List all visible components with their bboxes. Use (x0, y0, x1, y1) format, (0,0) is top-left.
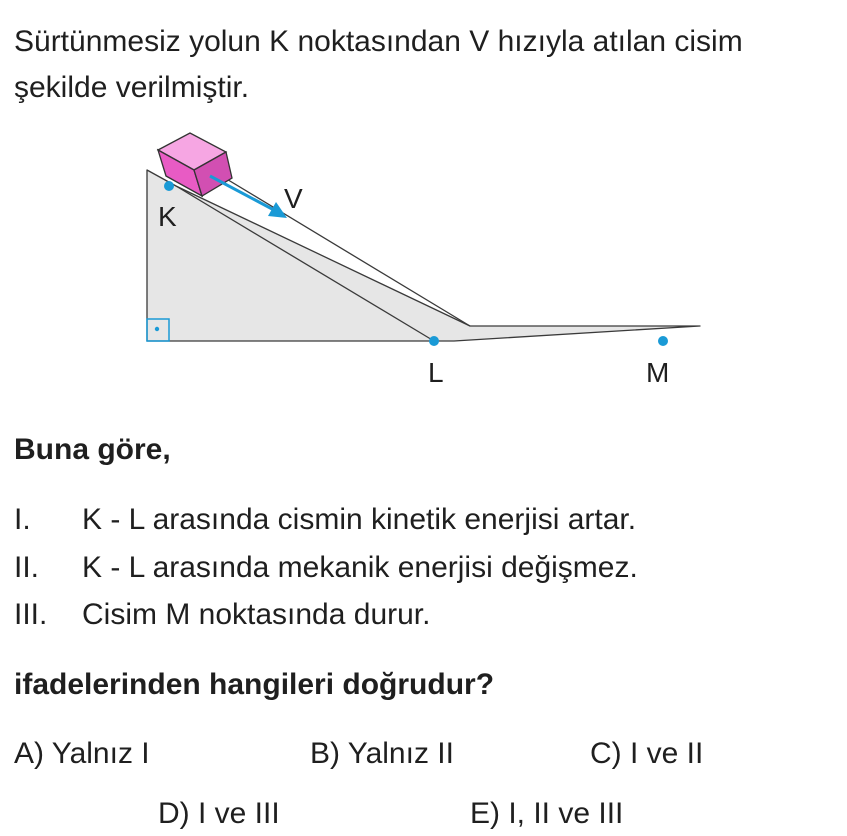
intro-line-2: şekilde verilmiştir. (14, 71, 250, 104)
right-angle-dot (155, 327, 159, 331)
statement-1-number: I. (14, 503, 31, 536)
option-b[interactable]: B) Yalnız II (310, 737, 454, 770)
statement-1-text: K - L arasında cismin kinetik enerjisi artar. (82, 503, 637, 536)
statement-1 (14, 503, 636, 537)
velocity-arrow-shaft (210, 176, 274, 210)
statement-2-text: K - L arasında mekanik enerjisi değişmez. (82, 551, 638, 584)
label-v: V (284, 183, 303, 214)
option-d[interactable]: D) I ve III (158, 797, 280, 830)
point-k (164, 181, 174, 191)
question-text: ifadelerinden hangileri doğrudur? (14, 668, 495, 701)
statement-3 (14, 598, 430, 632)
intro-line-1: Sürtünmesiz yolun K noktasından V hızıyla atılan cisim (14, 25, 743, 58)
point-l (429, 336, 439, 346)
option-e[interactable]: E) I, II ve III (470, 797, 624, 830)
label-m: M (646, 357, 670, 388)
option-c[interactable]: C) I ve II (590, 737, 704, 770)
prompt-heading: Buna göre, (14, 433, 171, 466)
statement-2-number: II. (14, 551, 40, 584)
label-l: L (428, 357, 444, 388)
option-a[interactable]: A) Yalnız I (14, 737, 150, 770)
statement-3-number: III. (14, 598, 48, 631)
ramp-body (147, 170, 700, 341)
point-m (658, 336, 668, 346)
statement-3-text: Cisim M noktasında durur. (82, 598, 431, 631)
statement-2 (14, 551, 638, 585)
label-k: K (158, 201, 177, 232)
